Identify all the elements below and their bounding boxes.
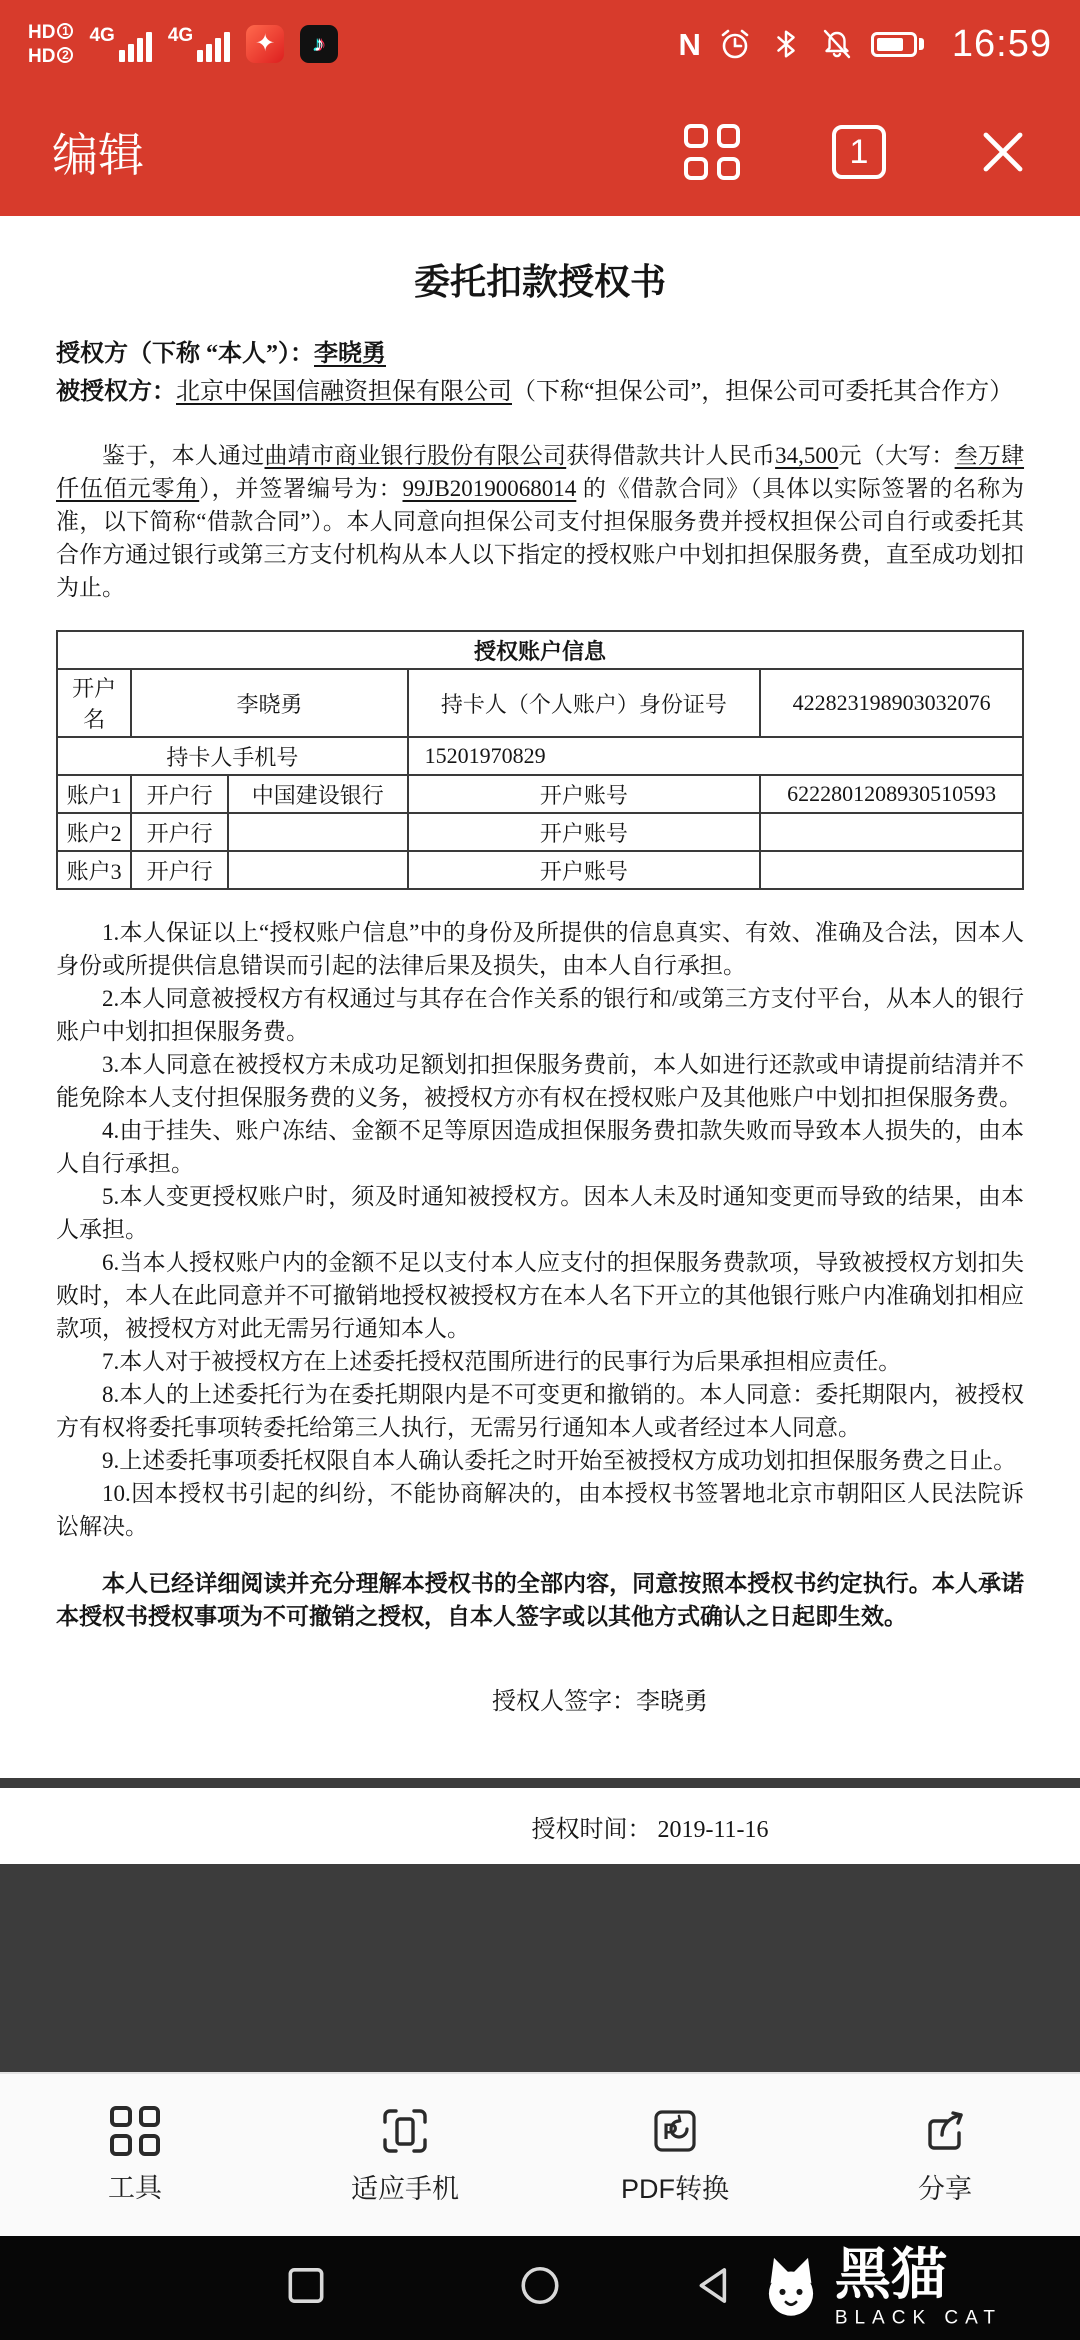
signature-label: 授权人签字： <box>492 1689 636 1715</box>
id-number-value: 422823198903032076 <box>760 669 1023 737</box>
nfc-icon: N <box>678 26 701 62</box>
grantor-name: 李晓勇 <box>314 341 386 367</box>
red-app-notification-icon: ✦ <box>246 25 284 63</box>
account1-label: 账户1 <box>57 775 131 813</box>
grantee-suffix: （下称“担保公司”，担保公司可委托其合作方） <box>512 379 1014 405</box>
account2-label: 账户2 <box>57 813 131 851</box>
app-header <box>0 88 1080 216</box>
back-button[interactable] <box>693 2263 739 2314</box>
android-nav-bar <box>0 2236 1080 2340</box>
account-name-label: 开户名 <box>57 669 131 737</box>
clause-paragraph-2: 2.本人同意被授权方有权通过与其存在合作关系的银行和/或第三方支付平台，从本人的银行账户中划扣担保服务费。 <box>56 986 1024 1044</box>
clause-paragraph-1: 1.本人保证以上“授权账户信息”中的身份及所提供的信息真实、有效、准确及合法，因本人身份或所提供信息错误而引起的法律后果及损失，由本人自行承担。 <box>56 920 1024 978</box>
close-button[interactable] <box>978 127 1028 177</box>
home-button[interactable] <box>517 2263 563 2314</box>
account2-bank-label: 开户行 <box>131 813 228 851</box>
tools-label: 工具 <box>108 2172 162 2203</box>
watermark-en: BLACK CAT <box>834 2307 1002 2329</box>
share-button[interactable] <box>810 2105 1080 2206</box>
svg-text:P: P <box>663 2118 678 2144</box>
black-cat-logo-icon <box>757 2254 825 2322</box>
account2-bank-value <box>228 813 408 851</box>
clause-paragraph-6: 6.当本人授权账户内的金额不足以支付本人应支付的担保服务费款项，导致被授权方划扣失败时，本人在此同意并不可撤销地授权被授权方在本人名下开立的其他银行账户内准确划扣相应款项，被授权方对此无需另行通知本人。 <box>56 1250 1024 1341</box>
header-actions <box>684 124 1028 180</box>
loan-amount-chinese: 叁万肆仟伍佰元零角 <box>56 443 1025 501</box>
account3-label: 账户3 <box>57 851 131 889</box>
grantor-line <box>56 335 1024 373</box>
clause-paragraph-4: 4.由于挂失、账户冻结、金额不足等原因造成担保服务费扣款失败而导致本人损失的，由本人自行承担。 <box>56 1118 1024 1176</box>
intro-seg3: 元（大写： <box>838 443 955 468</box>
clause-paragraph-9: 9.上述委托事项委托权限自本人确认委托之时开始至被授权方成功划扣担保服务费之日止。 <box>102 1448 1017 1473</box>
account2-row <box>57 813 1023 851</box>
sim1-signal-icon: 4G <box>89 26 151 62</box>
contract-number: 99JB20190068014 <box>402 476 577 501</box>
authorization-date-line <box>531 1809 768 1844</box>
recents-button[interactable] <box>283 2263 329 2314</box>
home-circle-icon <box>517 2263 563 2309</box>
tools-grid-icon <box>110 2106 160 2156</box>
account3-acct-label: 开户账号 <box>408 851 761 889</box>
bottom-toolbar <box>0 2072 1080 2236</box>
clause-paragraph-3: 3.本人同意在被授权方未成功足额划扣担保服务费前，本人如进行还款或申请提前结清并不能免除本人支付担保服务费的义务，被授权方亦有权在授权账户及其他账户中划扣担保服务费。 <box>56 1052 1024 1110</box>
clause-paragraph-8: 8.本人的上述委托行为在委托期限内是不可变更和撤销的。本人同意：委托期限内，被授权方有权将委托事项转委托给第三人执行，无需另行通知本人或者经过本人同意。 <box>56 1382 1024 1440</box>
tiktok-app-notification-icon: ♪ <box>300 25 338 63</box>
closing-paragraph: 本人已经详细阅读并充分理解本授权书的全部内容，同意按照本授权书约定执行。本人承诺本授权书授权事项为不可撤销之授权，自本人签字或以其他方式确认之日起即生效。 <box>56 1571 1024 1629</box>
intro-seg1: 鉴于，本人通过 <box>102 443 265 468</box>
mute-bell-icon <box>819 26 855 62</box>
id-number-label: 持卡人（个人账户）身份证号 <box>408 669 761 737</box>
table-title: 授权账户信息 <box>57 631 1023 669</box>
edit-mode-title: 编辑 <box>52 129 144 181</box>
status-bar <box>0 0 1080 88</box>
account-name-value: 李晓勇 <box>131 669 407 737</box>
back-triangle-icon <box>693 2263 739 2309</box>
alarm-icon <box>717 26 753 62</box>
status-bar-left <box>28 23 679 66</box>
grantor-label: 授权方（下称 “本人”）： <box>56 341 314 367</box>
account1-acct-value: 6222801208930510593 <box>760 775 1023 813</box>
account2-acct-value <box>760 813 1023 851</box>
account3-bank-value <box>228 851 408 889</box>
account3-row <box>57 851 1023 889</box>
grantee-company: 北京中保国信融资担保有限公司 <box>176 379 512 405</box>
page-count-button[interactable]: 1 <box>832 125 886 179</box>
recents-square-icon <box>283 2263 329 2309</box>
date-label: 授权时间： <box>531 1816 658 1843</box>
volte-hd-badges <box>28 23 73 66</box>
bluetooth-icon <box>769 27 803 61</box>
phone-label: 持卡人手机号 <box>57 737 408 775</box>
sim2-signal-icon: 4G <box>168 26 230 62</box>
account1-acct-label: 开户账号 <box>408 775 761 813</box>
phone-value: 15201970829 <box>408 737 1023 775</box>
account3-bank-label: 开户行 <box>131 851 228 889</box>
authorized-account-table <box>56 630 1024 890</box>
fit-phone-icon <box>379 2105 431 2157</box>
clause-paragraph-10: 10.因本授权书引起的纠纷，不能协商解决的，由本授权书签署地北京市朝阳区人民法院诉讼解决。 <box>56 1481 1024 1539</box>
intro-seg5: 的《借款合同》（具体以实际签署的名称为准，以下简称“借款合同”）。本人同意向担保公司支付担保服务费并授权担保公司自行或委托其合作方通过银行或第三方支付机构从本人以下指定的授权账户中划扣担保服务费，直至成功划扣为止。 <box>56 476 1025 600</box>
account1-bank-value: 中国建设银行 <box>228 775 408 813</box>
grantee-line <box>56 373 1024 411</box>
table-title-row <box>57 631 1023 669</box>
account1-row <box>57 775 1023 813</box>
share-icon <box>919 2105 971 2157</box>
account1-bank-label: 开户行 <box>131 775 228 813</box>
pdf-convert-label: PDF转换 <box>621 2173 729 2204</box>
account3-acct-value <box>760 851 1023 889</box>
signature-line <box>56 1681 1024 1716</box>
intro-paragraph <box>56 439 1024 604</box>
fit-phone-label: 适应手机 <box>351 2173 459 2204</box>
clause-paragraph-5: 5.本人变更授权账户时，须及时通知被授权方。因本人未及时通知变更而导致的结果，由本人承担。 <box>56 1184 1024 1242</box>
battery-icon <box>871 32 924 57</box>
document-page-2[interactable] <box>0 1788 1080 1864</box>
signature-name: 李晓勇 <box>636 1689 708 1715</box>
phone-row <box>57 737 1023 775</box>
loan-amount: 34,500 <box>775 443 839 468</box>
status-bar-right <box>679 23 1052 66</box>
black-cat-watermark <box>757 2242 1002 2330</box>
watermark-text <box>834 2242 1002 2330</box>
account2-acct-label: 开户账号 <box>408 813 761 851</box>
document-viewer <box>0 216 1080 2072</box>
clause-paragraph-7: 7.本人对于被授权方在上述委托授权范围所进行的民事行为后果承担相应责任。 <box>102 1349 902 1374</box>
grantee-label: 被授权方： <box>56 379 176 405</box>
viewer-background <box>0 1864 1080 2072</box>
watermark-cn: 黑猫 <box>834 2242 947 2306</box>
fit-phone-button[interactable] <box>270 2105 540 2206</box>
pdf-convert-button[interactable] <box>540 2105 810 2206</box>
document-page-1[interactable] <box>0 216 1080 1778</box>
lender-bank-name: 曲靖市商业银行股份有限公司 <box>264 443 567 468</box>
intro-seg4: ），并签署编号为： <box>199 476 403 501</box>
clock-time: 16:59 <box>951 22 1052 65</box>
share-label: 分享 <box>918 2173 972 2204</box>
tools-button[interactable] <box>0 2106 270 2205</box>
pdf-convert-icon <box>649 2105 701 2157</box>
document-title: 委托扣款授权书 <box>413 262 666 302</box>
date-value: 2019-11-16 <box>657 1816 769 1843</box>
hd1-icon: HD 1 <box>28 23 73 42</box>
multi-window-grid-button[interactable] <box>684 124 740 180</box>
hd2-icon: HD 2 <box>28 47 73 66</box>
account-name-row <box>57 669 1023 737</box>
intro-seg2: 获得借款共计人民币 <box>566 443 776 468</box>
